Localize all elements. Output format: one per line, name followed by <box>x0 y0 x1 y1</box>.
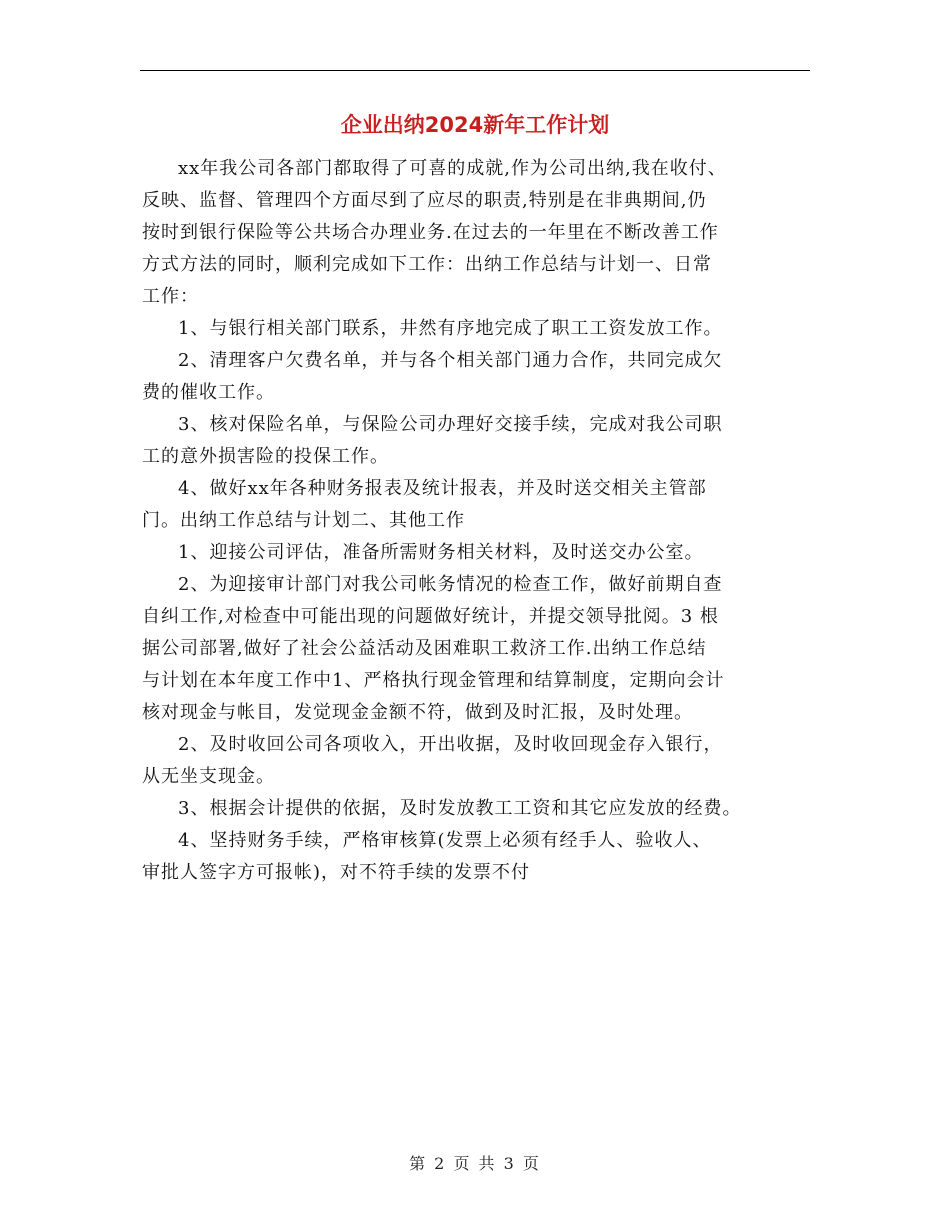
text-line: 1、与银行相关部门联系，井然有序地完成了职工工资发放工作。 <box>178 318 723 339</box>
paragraph-item <box>142 825 822 889</box>
paragraph-intro <box>142 153 822 313</box>
text-line: xx年我公司各部门都取得了可喜的成就,作为公司出纳,我在收付、 <box>178 158 727 179</box>
text-line: 4、坚持财务手续，严格审核算(发票上必须有经手人、验收人、 <box>178 830 712 851</box>
header-rule <box>140 70 810 71</box>
text-line: 1、迎接公司评估，准备所需财务相关材料，及时送交办公室。 <box>178 542 704 563</box>
paragraph-item <box>142 537 822 569</box>
text-line: 工的意外损害险的投保工作。 <box>142 446 389 467</box>
text-line: 自纠工作,对检查中可能出现的问题做好统计，并提交领导批阅。3 根 <box>142 606 719 627</box>
paragraph-item <box>142 345 822 409</box>
paragraph-item <box>142 409 822 473</box>
text-line: 2、及时收回公司各项收入，开出收据，及时收回现金存入银行， <box>178 734 723 755</box>
text-line: 与计划在本年度工作中1、严格执行现金管理和结算制度，定期向会计 <box>142 670 725 691</box>
paragraph-item <box>142 313 822 345</box>
text-line: 2、清理客户欠费名单，并与各个相关部门通力合作，共同完成欠 <box>178 350 723 371</box>
paragraph-item <box>142 793 822 825</box>
text-line: 4、做好xx年各种财务报表及统计报表，并及时送交相关主管部 <box>178 478 707 499</box>
paragraph-item <box>142 473 822 537</box>
document-body <box>142 153 822 889</box>
text-line: 审批人签字方可报帐)，对不符手续的发票不付 <box>142 862 531 883</box>
text-line: 2、为迎接审计部门对我公司帐务情况的检查工作，做好前期自查 <box>178 574 723 595</box>
page-number: 第 2 页 共 3 页 <box>409 1154 541 1173</box>
paragraph-item <box>142 569 822 729</box>
document-title: 企业出纳2024新年工作计划 <box>340 113 610 137</box>
text-line: 工作： <box>142 286 199 307</box>
text-line: 门。出纳工作总结与计划二、其他工作 <box>142 510 465 531</box>
text-line: 3、根据会计提供的依据，及时发放教工工资和其它应发放的经费。 <box>178 798 742 819</box>
text-line: 从无坐支现金。 <box>142 766 275 787</box>
text-line: 据公司部署,做好了社会公益活动及困难职工救济工作.出纳工作总结 <box>142 638 707 659</box>
text-line: 方式方法的同时，顺利完成如下工作：出纳工作总结与计划一、日常 <box>142 254 712 275</box>
text-line: 核对现金与帐目，发觉现金金额不符，做到及时汇报，及时处理。 <box>142 702 693 723</box>
text-line: 3、核对保险名单，与保险公司办理好交接手续，完成对我公司职 <box>178 414 723 435</box>
text-line: 按时到银行保险等公共场合办理业务.在过去的一年里在不断改善工作 <box>142 222 719 243</box>
paragraph-item <box>142 729 822 793</box>
text-line: 费的催收工作。 <box>142 382 275 403</box>
text-line: 反映、监督、管理四个方面尽到了应尽的职责,特别是在非典期间,仍 <box>142 190 707 211</box>
